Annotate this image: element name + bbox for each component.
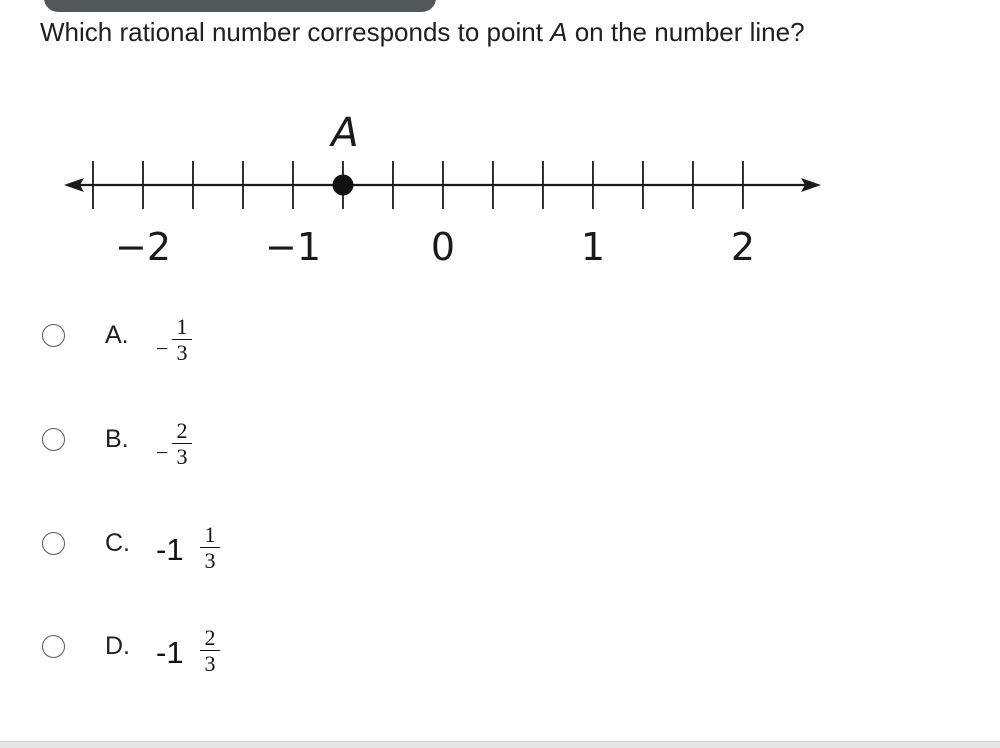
tick-label: 0 (430, 225, 456, 269)
tick-label: −1 (264, 225, 322, 269)
choice-b-sign: − (156, 440, 169, 465)
number-line (0, 100, 840, 280)
choice-a-numerator: 1 (176, 314, 188, 339)
choice-c[interactable] (42, 522, 442, 588)
choice-d-whole: -1 (156, 635, 184, 670)
choice-b-letter: B. (105, 425, 129, 453)
choice-b-radio[interactable] (42, 428, 65, 451)
choice-c-numerator: 1 (204, 522, 216, 547)
number-line-labels (115, 225, 755, 269)
choice-a-fraction (172, 316, 192, 364)
tick-label: 2 (730, 225, 756, 269)
choice-d-numerator: 2 (204, 625, 216, 650)
question-text (40, 14, 805, 50)
top-tab (44, 0, 436, 12)
bottom-border (0, 741, 1000, 748)
choice-d[interactable] (42, 625, 442, 691)
choice-b[interactable] (42, 418, 442, 484)
choice-c-fraction (200, 524, 220, 572)
choice-d-denominator: 3 (204, 651, 216, 676)
choice-b-denominator: 3 (176, 444, 188, 469)
question-prefix: Which rational number corresponds to point (40, 17, 551, 47)
choice-a-letter: A. (105, 321, 129, 349)
choice-a-radio[interactable] (42, 324, 65, 347)
question-suffix: on the number line? (567, 17, 805, 47)
choice-c-letter: C. (105, 529, 130, 557)
choice-d-fraction (200, 627, 220, 675)
tick-label: 1 (580, 225, 606, 269)
choice-a[interactable] (42, 314, 442, 380)
tick-label: −2 (114, 225, 172, 269)
choice-c-whole: -1 (156, 532, 184, 567)
point-a-label: A (331, 110, 359, 156)
choice-b-numerator: 2 (176, 418, 188, 443)
choice-d-letter: D. (105, 632, 130, 660)
point-a-dot (332, 175, 353, 196)
choice-b-fraction (172, 420, 192, 468)
choice-c-denominator: 3 (204, 548, 216, 573)
question-variable: A (550, 17, 568, 47)
choice-a-denominator: 3 (176, 340, 188, 365)
choice-d-radio[interactable] (42, 635, 65, 658)
choice-c-radio[interactable] (42, 532, 65, 555)
choice-a-sign: − (156, 336, 169, 361)
